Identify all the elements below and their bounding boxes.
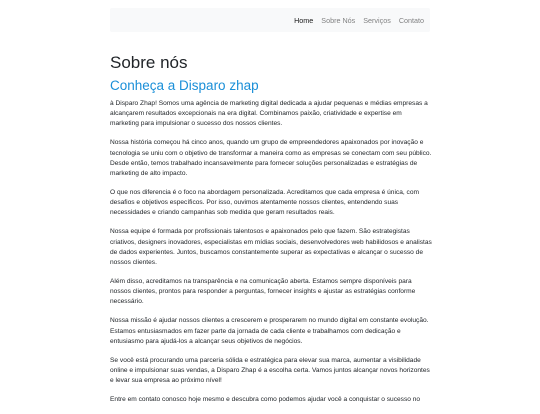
nav-links	[294, 8, 424, 32]
navbar	[110, 8, 430, 32]
nav-link-contato[interactable]: Contato	[398, 15, 424, 25]
about-paragraph: Nossa história começou há cinco anos, quando um grupo de empreendedores apaixonados por inovação e tecnologia se uniu com o objetivo de transformar a maneira como as empresas se conectam com seu público. Desde então, temos trabalhado incansavelmente para fornecer soluções personalizadas e estratégias de marketing de alto impacto.	[110, 139, 432, 178]
about-content	[110, 99, 432, 414]
nav-link-servicos[interactable]: Serviços	[363, 15, 391, 25]
about-paragraph: à Disparo Zhap! Somos uma agência de marketing digital dedicada a ajudar pequenas e médias empresas a alcançarem resultados excepcionais na era digital. Combinamos paixão, criatividade e expertise em marketing para impulsionar o sucesso dos nossos clientes.	[110, 100, 428, 128]
about-paragraph: Nossa equipe é formada por profissionais talentosos e apaixonados pelo que fazem. São estrategistas criativos, designers inovadores, especialistas em mídias sociais, desenvolvedores web habilidosos e analistas de dados experientes. Juntos, buscamos constantemente superar as expectativas e alcançar o sucesso de nossos clientes.	[110, 228, 432, 267]
about-paragraph: O que nos diferencia é o foco na abordagem personalizada. Acreditamos que cada empresa é única, com desafios e objetivos específicos. Por isso, ouvimos atentamente nossos clientes, entendendo suas necessidades e criando campanhas sob medida que geram resultados reais.	[110, 189, 419, 217]
page-subtitle: Conheça a Disparo zhap	[110, 78, 259, 93]
about-paragraph: Nossa missão é ajudar nossos clientes a crescerem e prosperarem no mundo digital em constante evolução. Estamos entusiasmados em fazer parte da jornada de cada cliente e trabalhamos com dedicação e entusiasmo para ajudá-los a alcançar seus objetivos de negócios.	[110, 317, 429, 345]
nav-link-sobre-nos[interactable]: Sobre Nós	[321, 15, 356, 25]
page-title: Sobre nós	[110, 53, 188, 72]
about-paragraph: Entre em contato conosco hoje mesmo e descubra como podemos ajudar você a conquistar o sucesso no	[110, 396, 421, 404]
about-paragraph: Além disso, acreditamos na transparência e na comunicação aberta. Estamos sempre disponíveis para nossos clientes, prontos para responder a perguntas, fornecer insights e ajustar as estratégias conforme necessário.	[110, 278, 416, 306]
nav-link-home[interactable]: Home	[294, 15, 314, 25]
about-paragraph: Se você está procurando uma parceria sólida e estratégica para elevar sua marca, aumentar a visibilidade online e impulsionar suas vendas, a Disparo Zhap é a escolha certa. Vamos juntos alcançar novos horizontes e levar sua empresa ao próximo nível!	[110, 356, 430, 385]
